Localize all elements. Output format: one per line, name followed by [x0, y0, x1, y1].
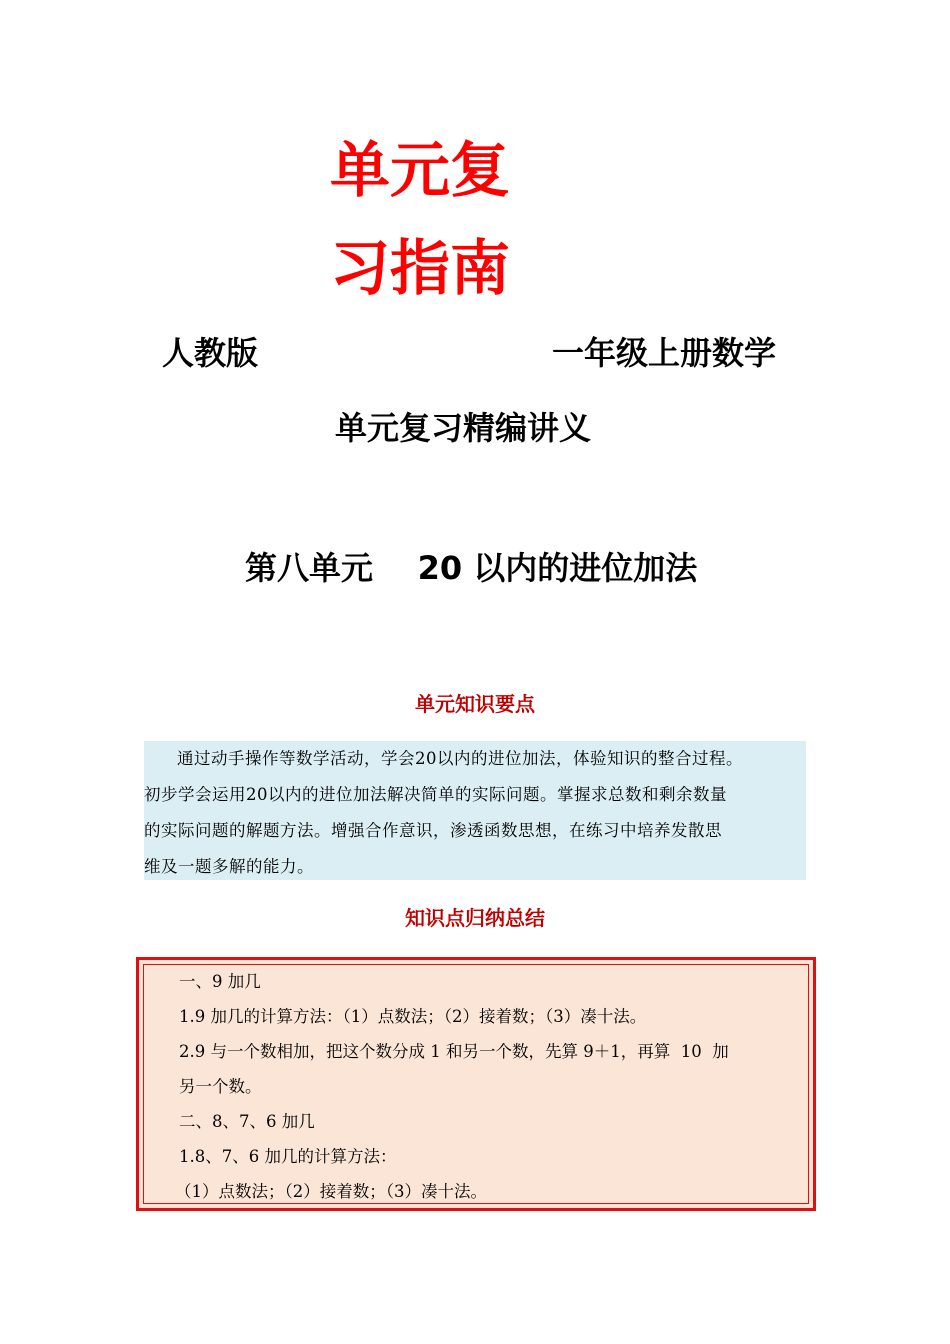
key-points-line: 的实际问题的解题方法。增强合作意识，渗透函数思想，在练习中培养发散思: [144, 821, 722, 840]
key-points-line: 初步学会运用20以内的进位加法解决简单的实际问题。掌握求总数和剩余数量: [144, 785, 727, 804]
unit-title: 第八单元 20 以内的进位加法: [245, 549, 698, 587]
cover-title-line1: 单元复: [330, 136, 510, 206]
summary-line: 1.9 加几的计算方法：（1）点数法；（2）接着数；（3）凑十法。: [179, 1007, 647, 1026]
key-points-box: [144, 741, 806, 880]
summary-line: 另一个数。: [179, 1077, 262, 1096]
summary-box: [136, 957, 816, 1211]
key-points-heading: 单元知识要点: [415, 692, 535, 716]
publisher-label: 人教版: [162, 334, 259, 372]
key-points-line: 通过动手操作等数学活动，学会20以内的进位加法，体验知识的整合过程。: [177, 749, 743, 768]
summary-line: 二、8、7、6 加几: [179, 1112, 315, 1131]
summary-line: （1）点数法；（2）接着数；（3）凑十法。: [175, 1182, 487, 1201]
key-points-line: 维及一题多解的能力。: [144, 857, 314, 876]
lecture-title: 单元复习精编讲义: [335, 409, 592, 447]
summary-line: 1.8、7、6 加几的计算方法：: [179, 1147, 397, 1166]
summary-heading: 知识点归纳总结: [405, 906, 545, 930]
cover-title-line2: 习指南: [330, 234, 510, 304]
summary-line: 2.9 与一个数相加，把这个数分成 1 和另一个数，先算 9＋1，再算 10 加: [179, 1042, 729, 1061]
grade-subject-label: 一年级上册数学: [552, 334, 777, 372]
summary-line: 一、9 加几: [179, 972, 261, 991]
